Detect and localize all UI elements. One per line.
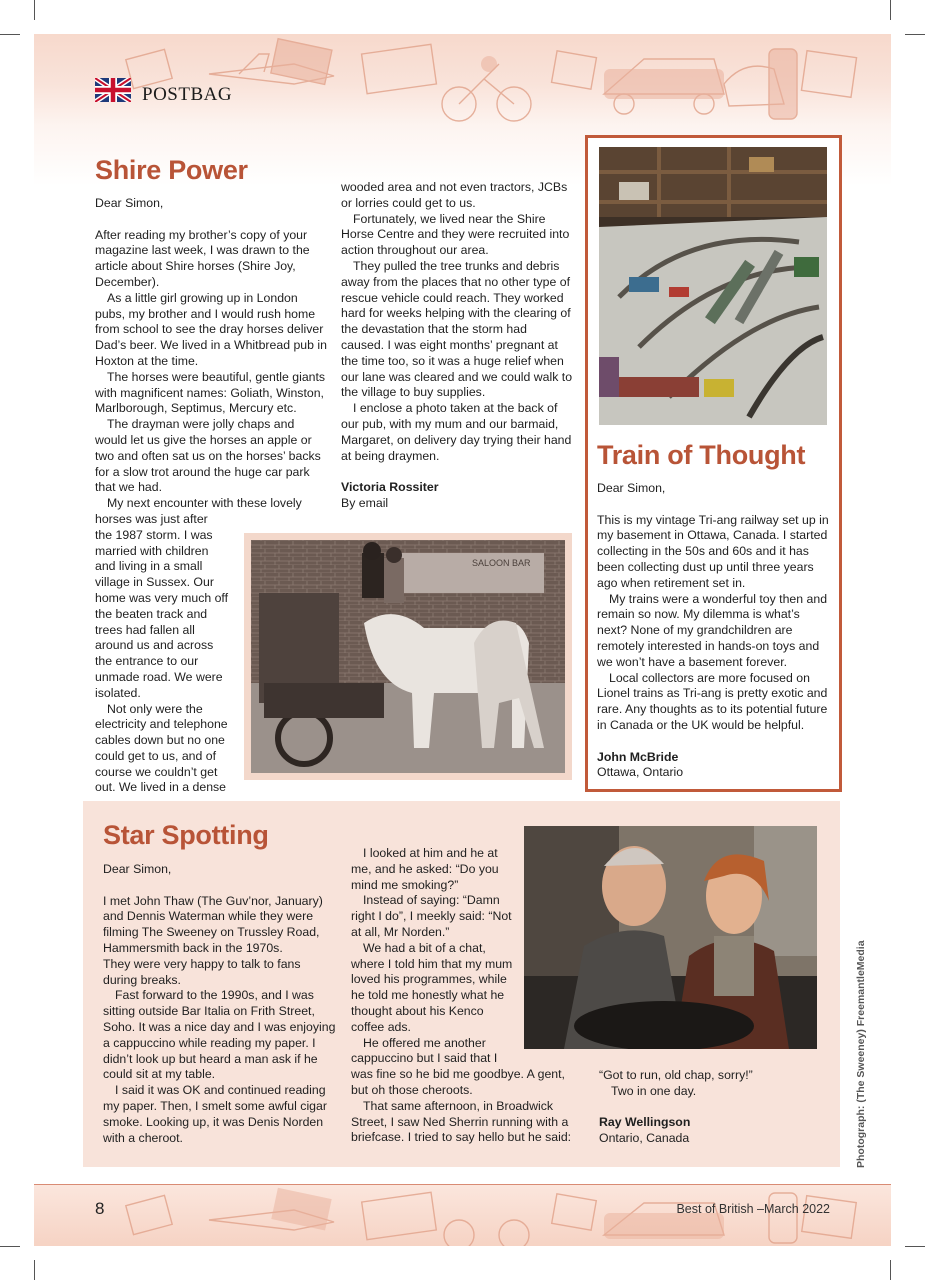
paragraph: That same afternoon, in Broadwick Street, I saw Ned Sherrin running with a briefcase. I tried to say hello but he said: — [351, 1098, 572, 1145]
paragraph: They pulled the tree trunks and debris away from the places that no other type of rescue vehicle could reach. They worked hard for weeks helping with the clearing of the devastation that the storm had caused. I was eight months’ pregnant at the time too, so it was a huge relief when our lane was cleared and we could walk to the village to buy supplies. — [341, 258, 573, 400]
paragraph: Fortunately, we lived near the Shire Horse Centre and they were recruited into action throughout our area. — [341, 211, 570, 258]
shire-col2-paragraphs — [341, 180, 573, 464]
paragraph: Local collectors are more focused on Lionel trains as Tri-ang is pretty exotic and rare. Any thoughts as to its potential future in Canada or the UK would be helpful. — [597, 670, 828, 732]
crop-mark — [0, 34, 20, 35]
shire-col1-narrow — [95, 528, 230, 797]
crop-mark — [890, 0, 891, 20]
train-paragraphs — [597, 481, 833, 734]
star-col1-paragraphs — [103, 862, 337, 1146]
star-col2-narrow — [351, 846, 513, 1067]
paragraph: I said it was OK and continued reading my paper. Then, I smelt some awful cigar smoke. Looking up, it was Denis Norden with a cheroot. — [103, 1083, 327, 1145]
train-column — [597, 481, 833, 781]
crop-mark — [905, 34, 925, 35]
paragraph: Dear Simon, — [95, 196, 164, 210]
star-headline: Star Spotting — [103, 820, 269, 850]
paragraph: My trains were a wonderful toy then and remain so now. My dilemma is what’s next? None of my grandchildren are remotely interested in hands-on toys and we won’t have a basement forever. — [597, 591, 828, 669]
crop-mark — [34, 1260, 35, 1280]
shire-location: By email — [341, 495, 389, 510]
paragraph: “Got to run, old chap, sorry!” — [599, 1068, 753, 1082]
paragraph: I looked at him and he at me, and he asked: “Do you mind me smoking?” — [351, 846, 499, 892]
paragraph: We had a bit of a chat, where I told him that my mum loved his programmes, while he told me honestly what he thought about his Kenco coffee ads. — [351, 940, 513, 1034]
paragraph: After reading my brother’s copy of your magazine last week, I was drawn to the article about Shire horses (Shire Joy, December). — [95, 227, 310, 289]
shire-headline: Shire Power — [95, 155, 248, 185]
star-author: Ray Wellingson — [599, 1115, 691, 1130]
issue-label: Best of British –March 2022 — [676, 1202, 830, 1216]
paragraph: Instead of saying: “Damn right I do”, I meekly said: “Not at all, Mr Norden.” — [351, 893, 512, 939]
train-location: Ottawa, Ontario — [597, 765, 684, 780]
paragraph: I met John Thaw (The Guv’nor, January) and Dennis Waterman while they were filming The Sweeney on Trussley Road, Hammersmith back in the 1970s. — [103, 893, 323, 955]
postal-illustration — [34, 34, 891, 126]
paragraph: Dear Simon, — [597, 481, 666, 495]
star-location: Ontario, Canada — [599, 1131, 690, 1146]
paragraph: He offered me another cappuccino but I said that I — [351, 1035, 498, 1066]
photo-credit: Photograph: (The Sweeney) FreemantleMedia — [855, 940, 867, 1168]
star-column-3 — [599, 1068, 819, 1147]
paragraph: As a little girl growing up in London pubs, my brother and I would rush home from school to see the dray horses deliver Dad’s beer. We lived in a Whitbread pub in Hoxton at the time. — [95, 290, 327, 368]
train-layout-photo — [599, 147, 827, 425]
shire-author: Victoria Rossiter — [341, 480, 439, 495]
crop-mark — [890, 1260, 891, 1280]
paragraph: the 1987 storm. I was married with children and living in a small village in Sussex. Our home was very much off the beaten track and trees had fallen all around us and across the entrance to our unmade road. We were isolated. — [95, 527, 229, 700]
star-col2-wide — [351, 1067, 581, 1146]
page-number: 8 — [95, 1199, 105, 1218]
section-title: POSTBAG — [142, 84, 233, 105]
shire-col1-paragraphs — [95, 196, 327, 528]
dray-horse-photo — [244, 533, 572, 780]
train-headline: Train of Thought — [597, 440, 806, 470]
paragraph: wooded area and not even tractors, JCBs or lorries could get to us. — [341, 180, 568, 210]
sweeney-photo — [524, 826, 817, 1049]
star-col3-paragraphs — [599, 1068, 819, 1100]
crop-mark — [0, 1246, 20, 1247]
crop-mark — [34, 0, 35, 20]
crop-mark — [905, 1246, 925, 1247]
paragraph: was fine so he bid me goodbye. A gent, but oh those cheroots. — [351, 1067, 565, 1097]
train-author: John McBride — [597, 749, 679, 764]
paragraph: Dear Simon, — [103, 862, 172, 876]
paragraph: This is my vintage Tri-ang railway set up in my basement in Ottawa, Canada. I started collecting in the 50s and 60s and it has been collecting dust up until three years ago when retirement set in. — [597, 512, 829, 590]
paragraph: I enclose a photo taken at the back of our pub, with my mum and our barmaid, Margaret, on delivery day trying their hand at being draymen. — [341, 401, 572, 463]
saloon-bar-sign: SALOON BAR — [472, 558, 531, 568]
paragraph: They were very happy to talk to fans during breaks. — [103, 956, 301, 987]
union-flag-icon — [95, 78, 131, 102]
paragraph: Fast forward to the 1990s, and I was sitting outside Bar Italia on Frith Street, Soho. It was a nice day and I was enjoying a cappuccino while reading my paper. I didn’t look up but heard a man ask if he could sit at my table. — [103, 988, 336, 1082]
header-band — [34, 34, 891, 126]
paragraph: The drayman were jolly chaps and would let us give the horses an apple or two and often sat us on the horses’ backs for a slow trot around the huge car park that we had. — [95, 417, 321, 495]
paragraph: My next encounter with these lovely horses was just after — [95, 496, 302, 526]
paragraph: The horses were beautiful, gentle giants with magnificent names: Goliath, Winston, Marlborough, Septimus, Mercury etc. — [95, 369, 326, 416]
shire-column-2 — [341, 180, 573, 512]
paragraph: Not only were the electricity and telephone cables down but no one could get to us, and of course we couldn’t get out. We lived in a dense — [95, 701, 228, 795]
star-column-1 — [103, 862, 337, 1146]
paragraph: Two in one day. — [611, 1083, 697, 1098]
